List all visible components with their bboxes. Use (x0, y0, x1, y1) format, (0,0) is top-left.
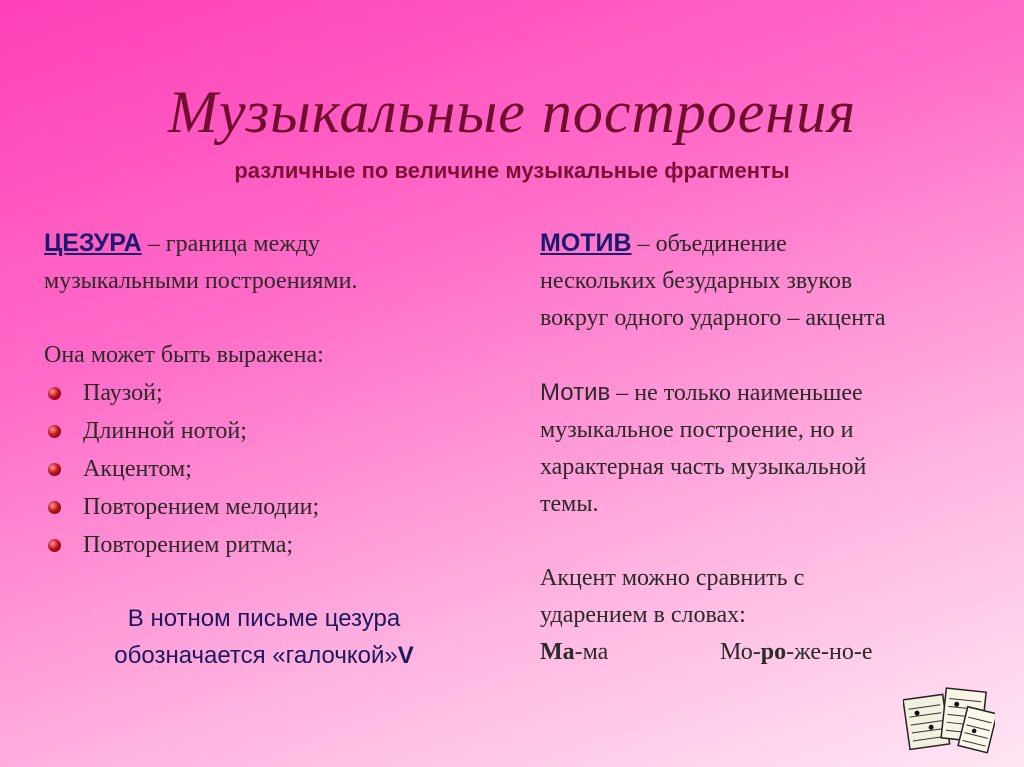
note-line-1: В нотном письме цезура (127, 605, 401, 632)
sheet-music-icon (903, 686, 995, 756)
motif-def-line-1: – объединение (631, 231, 787, 257)
bullet-icon (48, 425, 61, 438)
accent-examples (540, 634, 990, 671)
example-mama: Ма-ма (540, 639, 609, 665)
motif-term: МОТИВ (540, 229, 632, 257)
caesura-intro: Она может быть выражена: (44, 342, 324, 368)
list-item: Повторением ритма; (44, 526, 464, 564)
bullet-icon (48, 539, 61, 552)
motif-word: Мотив (540, 379, 611, 406)
caesura-term: ЦЕЗУРА (44, 229, 142, 257)
caesura-definition (44, 225, 464, 300)
caesura-column (44, 225, 464, 564)
motif-def-line-3: вокруг одного ударного – акцента (540, 305, 886, 331)
motif-column (540, 225, 990, 671)
list-item: Акцентом; (44, 450, 464, 488)
accent-paragraph: Акцент можно сравнить с ударением в словах: (540, 565, 805, 628)
caesura-bullet-list (44, 374, 464, 564)
bullet-icon (48, 463, 61, 476)
list-item: Длинной нотой; (44, 412, 464, 450)
slide-subtitle: различные по величине музыкальные фрагменты (234, 158, 790, 183)
caesura-mark: V (397, 642, 414, 669)
example-morozhenoe: Мо-ро-же-но-е (720, 639, 873, 665)
caesura-notation-note (44, 600, 484, 674)
motif-def-line-2: нескольких безударных звуков (540, 268, 853, 294)
slide-title: Музыкальные построения (167, 79, 857, 145)
caesura-def-line-1: – граница между (141, 231, 321, 257)
note-line-2: обозначается «галочкой» (114, 642, 398, 669)
bullet-icon (48, 501, 61, 514)
caesura-def-line-2: музыкальными построениями. (44, 268, 358, 294)
list-item: Повторением мелодии; (44, 488, 464, 526)
motif-definition (540, 225, 990, 337)
bullet-icon (48, 387, 61, 400)
list-item: Паузой; (44, 374, 464, 412)
motif-paragraph: Мотив – не только наименьшее музыкальное построение, но и характерная часть музыкальной темы. (540, 379, 867, 517)
